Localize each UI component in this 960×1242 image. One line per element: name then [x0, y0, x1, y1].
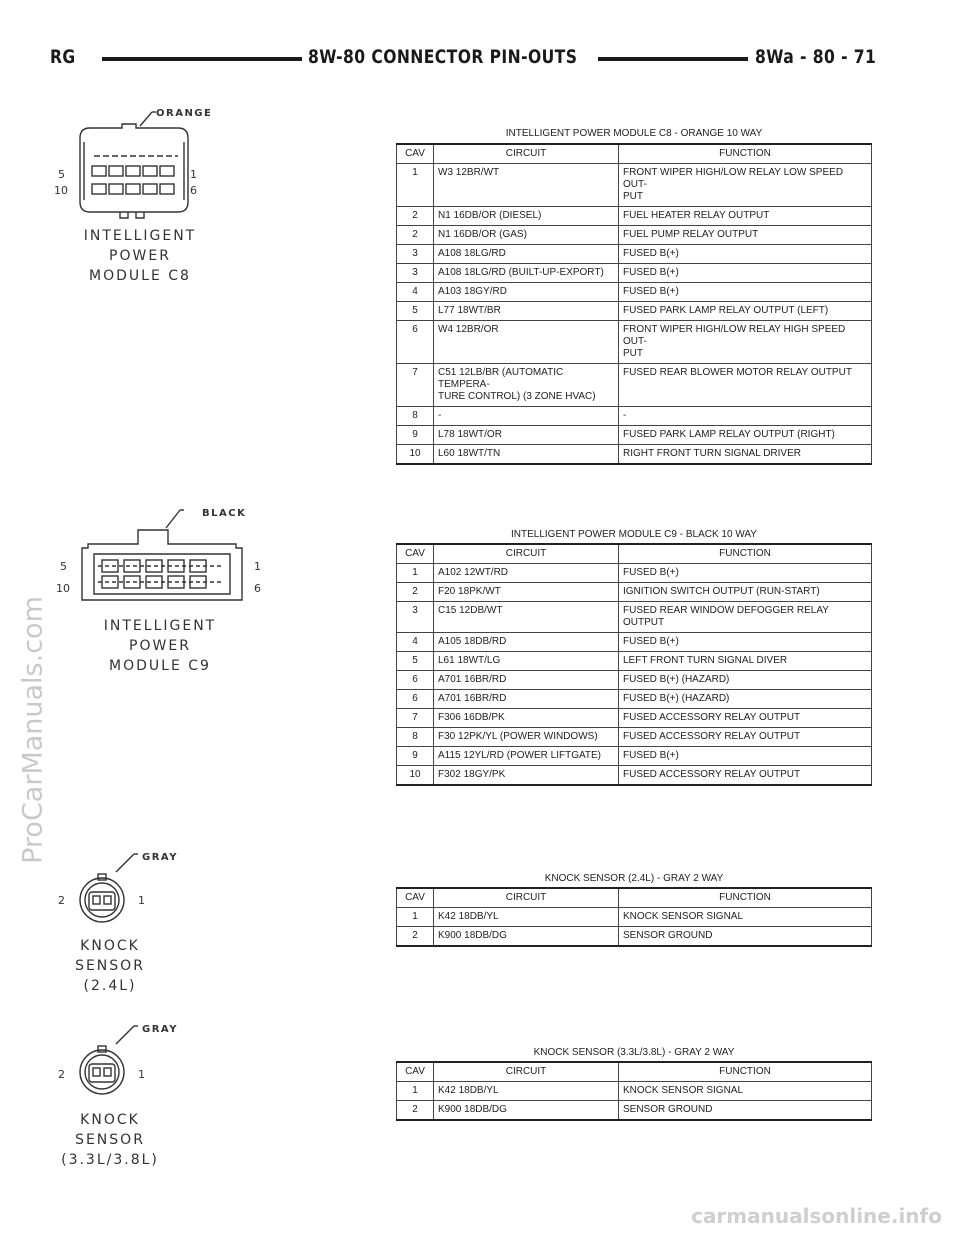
- circuit-cell: N1 16DB/OR (GAS): [434, 226, 619, 245]
- table-row: [397, 1082, 872, 1101]
- table-row: [397, 164, 872, 207]
- cavity-cell: 2: [397, 226, 434, 245]
- column-header: FUNCTION: [619, 1062, 872, 1082]
- header-title: 8W-80 CONNECTOR PIN-OUTS: [308, 46, 578, 68]
- knock-sensor-33-diagram: [70, 1020, 150, 1100]
- connector-c8-pin-6: 6: [190, 184, 197, 197]
- table-row: [397, 766, 872, 786]
- column-header: CIRCUIT: [434, 144, 619, 164]
- cavity-cell: 5: [397, 302, 434, 321]
- connector-c9-pin-10: 10: [56, 582, 70, 595]
- function-cell: SENSOR GROUND: [619, 1101, 872, 1121]
- knock-sensor-24-color: GRAY: [142, 852, 178, 863]
- connector-c8-pin-5: 5: [58, 168, 65, 181]
- function-cell: FUSED ACCESSORY RELAY OUTPUT: [619, 766, 872, 786]
- circuit-cell: A103 18GY/RD: [434, 283, 619, 302]
- table-row: [397, 321, 872, 364]
- column-header: CAV: [397, 1062, 434, 1082]
- circuit-cell: L77 18WT/BR: [434, 302, 619, 321]
- function-cell: FUSED B(+): [619, 564, 872, 583]
- cavity-cell: 2: [397, 927, 434, 947]
- table-row: [397, 1101, 872, 1121]
- knock-sensor-24-diagram: [70, 848, 150, 928]
- connector-c9-pin-6: 6: [254, 582, 261, 595]
- knock-sensor-24-pin-1: 1: [138, 894, 145, 907]
- circuit-cell: A105 18DB/RD: [434, 633, 619, 652]
- function-cell: FUSED ACCESSORY RELAY OUTPUT: [619, 728, 872, 747]
- function-cell: FUSED B(+): [619, 264, 872, 283]
- function-cell: KNOCK SENSOR SIGNAL: [619, 908, 872, 927]
- table-row: [397, 709, 872, 728]
- function-cell: FUSED B(+): [619, 283, 872, 302]
- table-row: [397, 728, 872, 747]
- circuit-cell: K900 18DB/DG: [434, 1101, 619, 1121]
- table-row: [397, 426, 872, 445]
- cavity-cell: 3: [397, 264, 434, 283]
- knock-sensor-33-label: KNOCK SENSOR (3.3L/3.8L): [61, 1112, 159, 1168]
- cavity-cell: 8: [397, 407, 434, 426]
- cavity-cell: 6: [397, 321, 434, 364]
- circuit-cell: F30 12PK/YL (POWER WINDOWS): [434, 728, 619, 747]
- column-header: CIRCUIT: [434, 888, 619, 908]
- cavity-cell: 7: [397, 709, 434, 728]
- circuit-cell: K900 18DB/DG: [434, 927, 619, 947]
- knock-sensor-24-pin-2: 2: [58, 894, 65, 907]
- table-row: [397, 633, 872, 652]
- table-row: [397, 207, 872, 226]
- connector-c8-diagram: [70, 104, 213, 222]
- circuit-cell: C51 12LB/BR (AUTOMATIC TEMPERA- TURE CONTROL) (3 ZONE HVAC): [434, 364, 619, 407]
- cavity-cell: 2: [397, 583, 434, 602]
- function-cell: FUSED REAR WINDOW DEFOGGER RELAY OUTPUT: [619, 602, 872, 633]
- footer-watermark: carmanualsonline.info: [691, 1204, 942, 1228]
- table-c8: [396, 143, 872, 465]
- circuit-cell: L60 18WT/TN: [434, 445, 619, 465]
- circuit-cell: A115 12YL/RD (POWER LIFTGATE): [434, 747, 619, 766]
- table-row: [397, 652, 872, 671]
- function-cell: FUEL PUMP RELAY OUTPUT: [619, 226, 872, 245]
- column-header: FUNCTION: [619, 544, 872, 564]
- cavity-cell: 6: [397, 671, 434, 690]
- column-header: CIRCUIT: [434, 544, 619, 564]
- cavity-cell: 1: [397, 908, 434, 927]
- column-header: CAV: [397, 888, 434, 908]
- table-header-row: [397, 888, 872, 908]
- table-knock-24-title: KNOCK SENSOR (2.4L) - GRAY 2 WAY: [544, 873, 724, 884]
- circuit-cell: A701 16BR/RD: [434, 690, 619, 709]
- function-cell: SENSOR GROUND: [619, 927, 872, 947]
- table-c9: [396, 543, 872, 786]
- function-cell: FUSED PARK LAMP RELAY OUTPUT (RIGHT): [619, 426, 872, 445]
- knock-sensor-33-color: GRAY: [142, 1024, 178, 1035]
- circuit-cell: F302 18GY/PK: [434, 766, 619, 786]
- connector-c9-color: BLACK: [202, 508, 247, 519]
- circuit-cell: -: [434, 407, 619, 426]
- function-cell: -: [619, 407, 872, 426]
- column-header: CAV: [397, 544, 434, 564]
- knock-sensor-33-pin-2: 2: [58, 1068, 65, 1081]
- table-c9-title: INTELLIGENT POWER MODULE C9 - BLACK 10 WAY: [511, 529, 757, 540]
- function-cell: FUSED B(+): [619, 747, 872, 766]
- function-cell: FUSED B(+): [619, 245, 872, 264]
- function-cell: FRONT WIPER HIGH/LOW RELAY LOW SPEED OUT- PUT: [619, 164, 872, 207]
- function-cell: LEFT FRONT TURN SIGNAL DIVER: [619, 652, 872, 671]
- knock-sensor-24-label: KNOCK SENSOR (2.4L): [75, 938, 145, 994]
- cavity-cell: 4: [397, 283, 434, 302]
- table-row: [397, 690, 872, 709]
- table-row: [397, 407, 872, 426]
- cavity-cell: 3: [397, 245, 434, 264]
- connector-c8-label: INTELLIGENT POWER MODULE C8: [83, 228, 197, 284]
- function-cell: FUSED PARK LAMP RELAY OUTPUT (LEFT): [619, 302, 872, 321]
- cavity-cell: 1: [397, 1082, 434, 1101]
- circuit-cell: F20 18PK/WT: [434, 583, 619, 602]
- header-page-number: 8Wa - 80 - 71: [755, 46, 877, 68]
- circuit-cell: A108 18LG/RD (BUILT-UP-EXPORT): [434, 264, 619, 283]
- cavity-cell: 4: [397, 633, 434, 652]
- cavity-cell: 9: [397, 426, 434, 445]
- function-cell: RIGHT FRONT TURN SIGNAL DRIVER: [619, 445, 872, 465]
- cavity-cell: 1: [397, 164, 434, 207]
- connector-c9-label: INTELLIGENT POWER MODULE C9: [103, 618, 217, 674]
- table-header-row: [397, 144, 872, 164]
- connector-c8-color: ORANGE: [156, 108, 213, 119]
- column-header: CAV: [397, 144, 434, 164]
- header-rule-right: [598, 57, 748, 61]
- table-row: [397, 671, 872, 690]
- table-row: [397, 226, 872, 245]
- connector-c9-pin-1: 1: [254, 560, 261, 573]
- header-rule-left: [102, 57, 302, 61]
- circuit-cell: A701 16BR/RD: [434, 671, 619, 690]
- circuit-cell: C15 12DB/WT: [434, 602, 619, 633]
- cavity-cell: 7: [397, 364, 434, 407]
- cavity-cell: 8: [397, 728, 434, 747]
- cavity-cell: 2: [397, 1101, 434, 1121]
- table-row: [397, 583, 872, 602]
- side-watermark-text: ProCarManuals.com: [17, 596, 49, 864]
- table-row: [397, 245, 872, 264]
- function-cell: FUSED B(+) (HAZARD): [619, 690, 872, 709]
- cavity-cell: 10: [397, 766, 434, 786]
- function-cell: FUSED B(+) (HAZARD): [619, 671, 872, 690]
- circuit-cell: N1 16DB/OR (DIESEL): [434, 207, 619, 226]
- circuit-cell: A108 18LG/RD: [434, 245, 619, 264]
- column-header: FUNCTION: [619, 144, 872, 164]
- table-header-row: [397, 544, 872, 564]
- page-header: [50, 46, 877, 72]
- column-header: CIRCUIT: [434, 1062, 619, 1082]
- table-row: [397, 564, 872, 583]
- circuit-cell: A102 12WT/RD: [434, 564, 619, 583]
- cavity-cell: 6: [397, 690, 434, 709]
- table-knock-33-title: KNOCK SENSOR (3.3L/3.8L) - GRAY 2 WAY: [533, 1047, 735, 1058]
- table-row: [397, 264, 872, 283]
- function-cell: FRONT WIPER HIGH/LOW RELAY HIGH SPEED OUT- PUT: [619, 321, 872, 364]
- function-cell: FUSED REAR BLOWER MOTOR RELAY OUTPUT: [619, 364, 872, 407]
- connector-c8-pin-1: 1: [190, 168, 197, 181]
- cavity-cell: 5: [397, 652, 434, 671]
- table-row: [397, 602, 872, 633]
- knock-sensor-33-pin-1: 1: [138, 1068, 145, 1081]
- table-row: [397, 927, 872, 947]
- function-cell: FUSED B(+): [619, 633, 872, 652]
- circuit-cell: K42 18DB/YL: [434, 1082, 619, 1101]
- table-row: [397, 283, 872, 302]
- cavity-cell: 9: [397, 747, 434, 766]
- table-c8-title: INTELLIGENT POWER MODULE C8 - ORANGE 10 WAY: [505, 128, 763, 139]
- connector-c9-pin-5: 5: [60, 560, 67, 573]
- table-row: [397, 445, 872, 465]
- cavity-cell: 1: [397, 564, 434, 583]
- circuit-cell: K42 18DB/YL: [434, 908, 619, 927]
- table-row: [397, 747, 872, 766]
- connector-c9-diagram: [72, 504, 252, 614]
- circuit-cell: L61 18WT/LG: [434, 652, 619, 671]
- circuit-cell: L78 18WT/OR: [434, 426, 619, 445]
- connector-c8-pin-10: 10: [54, 184, 68, 197]
- table-knock-33: [396, 1061, 872, 1121]
- column-header: FUNCTION: [619, 888, 872, 908]
- side-watermark: [10, 510, 56, 950]
- header-section-code: RG: [50, 46, 76, 68]
- circuit-cell: F306 16DB/PK: [434, 709, 619, 728]
- cavity-cell: 10: [397, 445, 434, 465]
- function-cell: FUEL HEATER RELAY OUTPUT: [619, 207, 872, 226]
- cavity-cell: 2: [397, 207, 434, 226]
- cavity-cell: 3: [397, 602, 434, 633]
- function-cell: FUSED ACCESSORY RELAY OUTPUT: [619, 709, 872, 728]
- circuit-cell: W3 12BR/WT: [434, 164, 619, 207]
- table-row: [397, 908, 872, 927]
- table-row: [397, 302, 872, 321]
- table-knock-24: [396, 887, 872, 947]
- table-row: [397, 364, 872, 407]
- circuit-cell: W4 12BR/OR: [434, 321, 619, 364]
- table-header-row: [397, 1062, 872, 1082]
- function-cell: KNOCK SENSOR SIGNAL: [619, 1082, 872, 1101]
- function-cell: IGNITION SWITCH OUTPUT (RUN-START): [619, 583, 872, 602]
